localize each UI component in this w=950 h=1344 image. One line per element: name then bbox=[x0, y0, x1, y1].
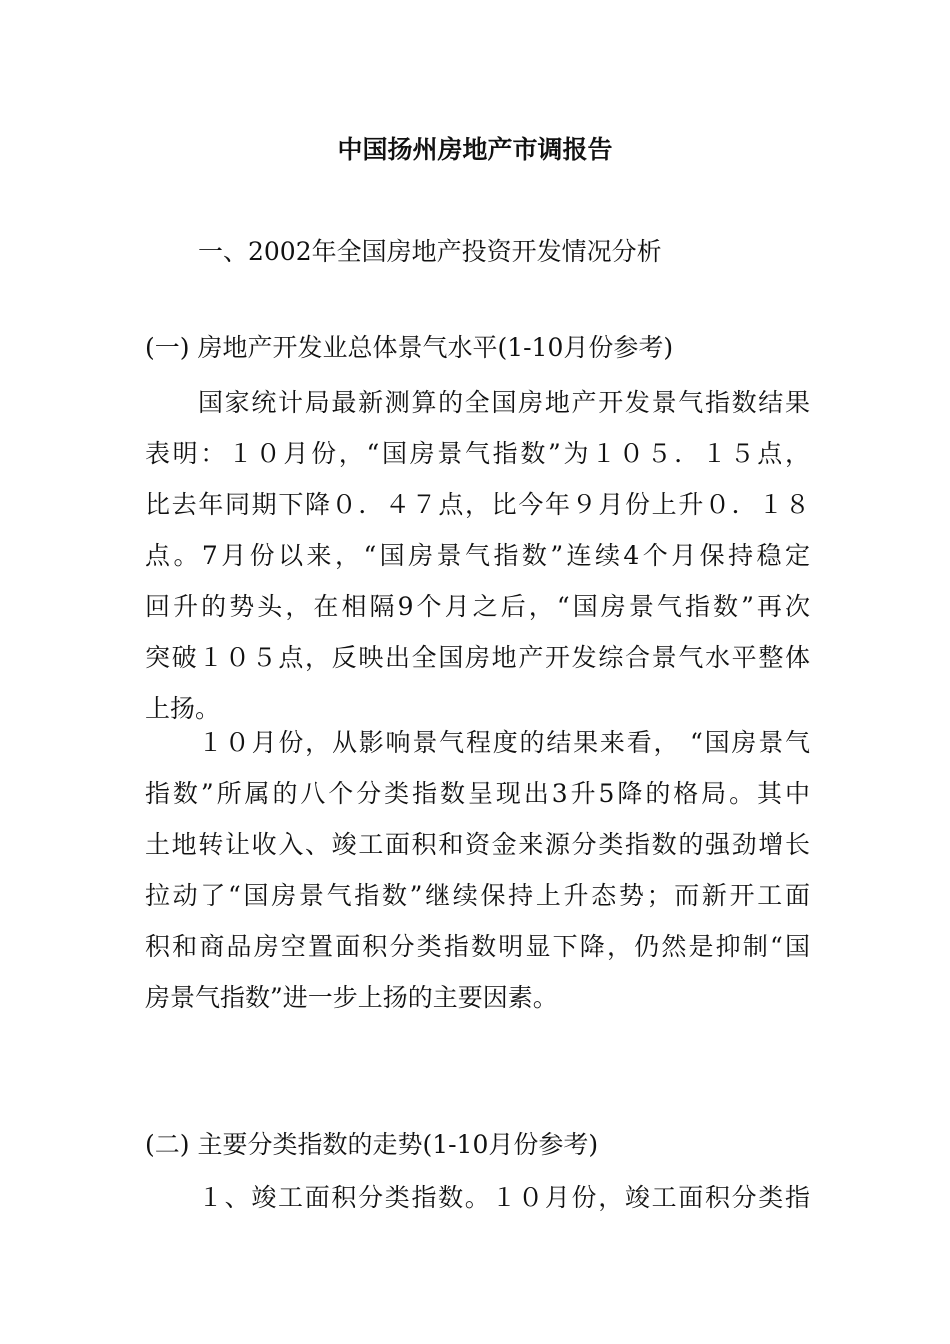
document-title: 中国扬州房地产市调报告 bbox=[337, 135, 613, 164]
paragraph-line: 房景气指数”进一步上扬的主要因素。 bbox=[145, 983, 558, 1012]
paragraph-line: 积和商品房空置面积分类指数明显下降，仍然是抑制“国 bbox=[145, 932, 810, 961]
paragraph-line: 土地转让收入、竣工面积和资金来源分类指数的强劲增长 bbox=[145, 830, 810, 859]
paragraph-3 bbox=[145, 1172, 810, 1223]
paragraph-line: １、竣工面积分类指数。１０月份，竣工面积分类指 bbox=[198, 1183, 810, 1212]
paragraph-line: 国家统计局最新测算的全国房地产开发景气指数结果 bbox=[198, 388, 810, 417]
paragraph-2 bbox=[145, 717, 810, 1023]
paragraph-line: 回升的势头，在相隔9个月之后，“国房景气指数”再次 bbox=[145, 592, 810, 621]
subsection-heading-1: (一) 房地产开发业总体景气水平(1-10月份参考) bbox=[145, 333, 674, 362]
paragraph-line: 指数”所属的八个分类指数呈现出3升5降的格局。其中 bbox=[145, 779, 810, 808]
subsection-heading-2: (二) 主要分类指数的走势(1-10月份参考) bbox=[145, 1130, 599, 1159]
paragraph-line: 比去年同期下降０．４７点，比今年９月份上升０．１８ bbox=[145, 490, 810, 519]
paragraph-line: 点。7月份以来，“国房景气指数”连续4个月保持稳定 bbox=[145, 541, 810, 570]
paragraph-line: 上扬。 bbox=[145, 694, 221, 723]
paragraph-line: 表明：１０月份，“国房景气指数”为１０５．１５点， bbox=[145, 439, 810, 468]
section-heading-1: 一、2002年全国房地产投资开发情况分析 bbox=[198, 237, 662, 266]
paragraph-line: 突破１０５点，反映出全国房地产开发综合景气水平整体 bbox=[145, 643, 810, 672]
paragraph-1 bbox=[145, 377, 810, 734]
paragraph-line: １０月份，从影响景气程度的结果来看， “国房景气 bbox=[198, 728, 810, 757]
paragraph-line: 拉动了“国房景气指数”继续保持上升态势；而新开工面 bbox=[145, 881, 810, 910]
